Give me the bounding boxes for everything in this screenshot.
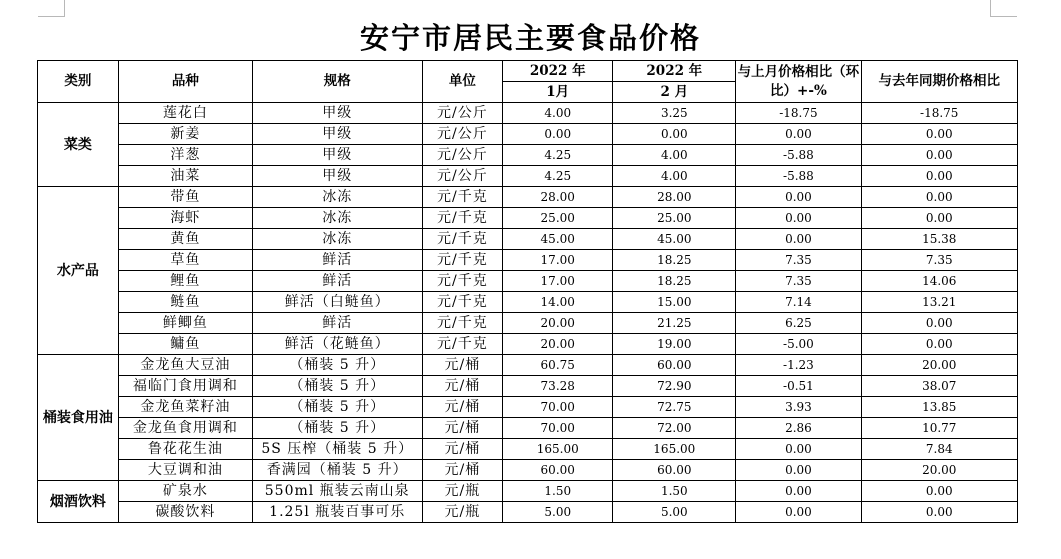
unit-cell: 元/桶 <box>422 460 503 481</box>
table-row <box>38 460 1018 481</box>
feb-price-cell: 28.00 <box>613 187 736 208</box>
yoy-change-cell: 0.00 <box>861 208 1018 229</box>
spec-cell: 鲜活 <box>252 313 422 334</box>
table-row <box>38 334 1018 355</box>
variety-cell: 矿泉水 <box>118 481 252 502</box>
unit-cell: 元/瓶 <box>422 481 503 502</box>
unit-cell: 元/桶 <box>422 355 503 376</box>
variety-cell: 鲢鱼 <box>118 292 252 313</box>
category-cell: 桶装食用油 <box>38 355 119 481</box>
yoy-change-cell: 0.00 <box>861 502 1018 523</box>
table-row <box>38 397 1018 418</box>
category-cell: 水产品 <box>38 187 119 355</box>
jan-price-cell: 165.00 <box>503 439 613 460</box>
mom-change-cell: 0.00 <box>736 439 861 460</box>
yoy-change-cell: 0.00 <box>861 124 1018 145</box>
yoy-change-cell: 0.00 <box>861 145 1018 166</box>
spec-cell: 甲级 <box>252 124 422 145</box>
mom-change-cell: -5.00 <box>736 334 861 355</box>
mom-change-cell: 0.00 <box>736 208 861 229</box>
header-feb-year: 2022 年 <box>613 61 736 82</box>
table-header <box>38 61 1018 103</box>
yoy-change-cell: 10.77 <box>861 418 1018 439</box>
spec-cell: 甲级 <box>252 103 422 124</box>
variety-cell: 油菜 <box>118 166 252 187</box>
variety-cell: 碳酸饮料 <box>118 502 252 523</box>
feb-price-cell: 21.25 <box>613 313 736 334</box>
yoy-change-cell: 13.21 <box>861 292 1018 313</box>
spec-cell: （桶装 5 升） <box>252 376 422 397</box>
spec-cell: 冰冻 <box>252 187 422 208</box>
yoy-change-cell: 20.00 <box>861 355 1018 376</box>
table-row <box>38 229 1018 250</box>
variety-cell: 金龙鱼食用调和 <box>118 418 252 439</box>
table-row <box>38 208 1018 229</box>
mom-change-cell: -0.51 <box>736 376 861 397</box>
mom-change-cell: -18.75 <box>736 103 861 124</box>
header-jan-year: 2022 年 <box>503 61 613 82</box>
jan-price-cell: 0.00 <box>503 124 613 145</box>
table-row <box>38 124 1018 145</box>
yoy-change-cell: 7.35 <box>861 250 1018 271</box>
unit-cell: 元/桶 <box>422 376 503 397</box>
category-cell: 烟酒饮料 <box>38 481 119 523</box>
yoy-change-cell: 20.00 <box>861 460 1018 481</box>
variety-cell: 鳙鱼 <box>118 334 252 355</box>
jan-price-cell: 25.00 <box>503 208 613 229</box>
spec-cell: 甲级 <box>252 166 422 187</box>
variety-cell: 新姜 <box>118 124 252 145</box>
unit-cell: 元/公斤 <box>422 103 503 124</box>
unit-cell: 元/千克 <box>422 271 503 292</box>
table-row <box>38 166 1018 187</box>
spec-cell: 冰冻 <box>252 208 422 229</box>
variety-cell: 金龙鱼大豆油 <box>118 355 252 376</box>
spec-cell: 鲜活（白鲢鱼） <box>252 292 422 313</box>
mom-change-cell: 7.35 <box>736 250 861 271</box>
unit-cell: 元/千克 <box>422 250 503 271</box>
feb-price-cell: 25.00 <box>613 208 736 229</box>
spec-cell: （桶装 5 升） <box>252 418 422 439</box>
mom-change-cell: -5.88 <box>736 145 861 166</box>
spec-cell: 鲜活 <box>252 250 422 271</box>
header-mom: 与上月价格相比（环比）+-% <box>736 61 861 103</box>
variety-cell: 洋葱 <box>118 145 252 166</box>
jan-price-cell: 17.00 <box>503 250 613 271</box>
yoy-change-cell: 7.84 <box>861 439 1018 460</box>
yoy-change-cell: 0.00 <box>861 481 1018 502</box>
table-row <box>38 313 1018 334</box>
jan-price-cell: 20.00 <box>503 334 613 355</box>
jan-price-cell: 4.25 <box>503 166 613 187</box>
variety-cell: 鲜鲫鱼 <box>118 313 252 334</box>
jan-price-cell: 60.75 <box>503 355 613 376</box>
jan-price-cell: 1.50 <box>503 481 613 502</box>
jan-price-cell: 4.25 <box>503 145 613 166</box>
variety-cell: 黄鱼 <box>118 229 252 250</box>
yoy-change-cell: 0.00 <box>861 334 1018 355</box>
mom-change-cell: 3.93 <box>736 397 861 418</box>
page-title: 安宁市居民主要食品价格 <box>359 21 701 55</box>
spec-cell: （桶装 5 升） <box>252 397 422 418</box>
mom-change-cell: 0.00 <box>736 187 861 208</box>
variety-cell: 大豆调和油 <box>118 460 252 481</box>
unit-cell: 元/千克 <box>422 334 503 355</box>
feb-price-cell: 19.00 <box>613 334 736 355</box>
feb-price-cell: 18.25 <box>613 271 736 292</box>
yoy-change-cell: -18.75 <box>861 103 1018 124</box>
jan-price-cell: 14.00 <box>503 292 613 313</box>
mom-change-cell: 7.35 <box>736 271 861 292</box>
mom-change-cell: 0.00 <box>736 481 861 502</box>
header-category: 类别 <box>38 61 119 103</box>
feb-price-cell: 60.00 <box>613 460 736 481</box>
table-row <box>38 292 1018 313</box>
feb-price-cell: 60.00 <box>613 355 736 376</box>
mom-change-cell: 2.86 <box>736 418 861 439</box>
mom-change-cell: 0.00 <box>736 124 861 145</box>
unit-cell: 元/桶 <box>422 418 503 439</box>
unit-cell: 元/千克 <box>422 187 503 208</box>
jan-price-cell: 73.28 <box>503 376 613 397</box>
unit-cell: 元/瓶 <box>422 502 503 523</box>
variety-cell: 草鱼 <box>118 250 252 271</box>
variety-cell: 金龙鱼菜籽油 <box>118 397 252 418</box>
variety-cell: 带鱼 <box>118 187 252 208</box>
unit-cell: 元/千克 <box>422 313 503 334</box>
yoy-change-cell: 0.00 <box>861 313 1018 334</box>
spec-cell: 1.25l 瓶装百事可乐 <box>252 502 422 523</box>
variety-cell: 福临门食用调和 <box>118 376 252 397</box>
variety-cell: 鲤鱼 <box>118 271 252 292</box>
header-jan-month: 1月 <box>503 82 613 103</box>
table-row <box>38 376 1018 397</box>
unit-cell: 元/桶 <box>422 439 503 460</box>
table-row <box>38 271 1018 292</box>
jan-price-cell: 28.00 <box>503 187 613 208</box>
yoy-change-cell: 0.00 <box>861 187 1018 208</box>
spec-cell: 鲜活 <box>252 271 422 292</box>
jan-price-cell: 70.00 <box>503 418 613 439</box>
yoy-change-cell: 13.85 <box>861 397 1018 418</box>
table-row <box>38 418 1018 439</box>
jan-price-cell: 20.00 <box>503 313 613 334</box>
jan-price-cell: 17.00 <box>503 271 613 292</box>
feb-price-cell: 18.25 <box>613 250 736 271</box>
feb-price-cell: 72.90 <box>613 376 736 397</box>
variety-cell: 海虾 <box>118 208 252 229</box>
header-variety: 品种 <box>118 61 252 103</box>
feb-price-cell: 72.00 <box>613 418 736 439</box>
feb-price-cell: 5.00 <box>613 502 736 523</box>
spec-cell: 香满园（桶装 5 升） <box>252 460 422 481</box>
table-body <box>38 103 1018 523</box>
table-row <box>38 481 1018 502</box>
table-row <box>38 250 1018 271</box>
spec-cell: 冰冻 <box>252 229 422 250</box>
unit-cell: 元/公斤 <box>422 166 503 187</box>
spec-cell: 5S 压榨（桶装 5 升） <box>252 439 422 460</box>
feb-price-cell: 4.00 <box>613 145 736 166</box>
unit-cell: 元/桶 <box>422 397 503 418</box>
table-row <box>38 439 1018 460</box>
feb-price-cell: 1.50 <box>613 481 736 502</box>
spec-cell: 鲜活（花鲢鱼） <box>252 334 422 355</box>
unit-cell: 元/千克 <box>422 208 503 229</box>
category-cell: 菜类 <box>38 103 119 187</box>
mom-change-cell: -1.23 <box>736 355 861 376</box>
unit-cell: 元/公斤 <box>422 124 503 145</box>
feb-price-cell: 72.75 <box>613 397 736 418</box>
mom-change-cell: -5.88 <box>736 166 861 187</box>
feb-price-cell: 165.00 <box>613 439 736 460</box>
variety-cell: 鲁花花生油 <box>118 439 252 460</box>
yoy-change-cell: 0.00 <box>861 166 1018 187</box>
yoy-change-cell: 14.06 <box>861 271 1018 292</box>
unit-cell: 元/公斤 <box>422 145 503 166</box>
feb-price-cell: 3.25 <box>613 103 736 124</box>
header-yoy: 与去年同期价格相比 <box>861 61 1018 103</box>
yoy-change-cell: 38.07 <box>861 376 1018 397</box>
header-spec: 规格 <box>252 61 422 103</box>
jan-price-cell: 70.00 <box>503 397 613 418</box>
feb-price-cell: 0.00 <box>613 124 736 145</box>
table-row <box>38 145 1018 166</box>
unit-cell: 元/千克 <box>422 229 503 250</box>
yoy-change-cell: 15.38 <box>861 229 1018 250</box>
mom-change-cell: 0.00 <box>736 502 861 523</box>
unit-cell: 元/千克 <box>422 292 503 313</box>
price-table <box>37 60 1018 523</box>
feb-price-cell: 15.00 <box>613 292 736 313</box>
jan-price-cell: 60.00 <box>503 460 613 481</box>
spec-cell: 甲级 <box>252 145 422 166</box>
mom-change-cell: 0.00 <box>736 460 861 481</box>
feb-price-cell: 4.00 <box>613 166 736 187</box>
spec-cell: 550ml 瓶装云南山泉 <box>252 481 422 502</box>
mom-change-cell: 7.14 <box>736 292 861 313</box>
mom-change-cell: 6.25 <box>736 313 861 334</box>
table-row <box>38 502 1018 523</box>
header-unit: 单位 <box>422 61 503 103</box>
crop-mark-top-left <box>38 0 65 17</box>
crop-mark-top-right <box>990 0 1017 17</box>
table-row <box>38 355 1018 376</box>
jan-price-cell: 4.00 <box>503 103 613 124</box>
header-feb-month: 2 月 <box>613 82 736 103</box>
spec-cell: （桶装 5 升） <box>252 355 422 376</box>
feb-price-cell: 45.00 <box>613 229 736 250</box>
variety-cell: 莲花白 <box>118 103 252 124</box>
table-row <box>38 187 1018 208</box>
jan-price-cell: 45.00 <box>503 229 613 250</box>
table-row <box>38 103 1018 124</box>
mom-change-cell: 0.00 <box>736 229 861 250</box>
jan-price-cell: 5.00 <box>503 502 613 523</box>
